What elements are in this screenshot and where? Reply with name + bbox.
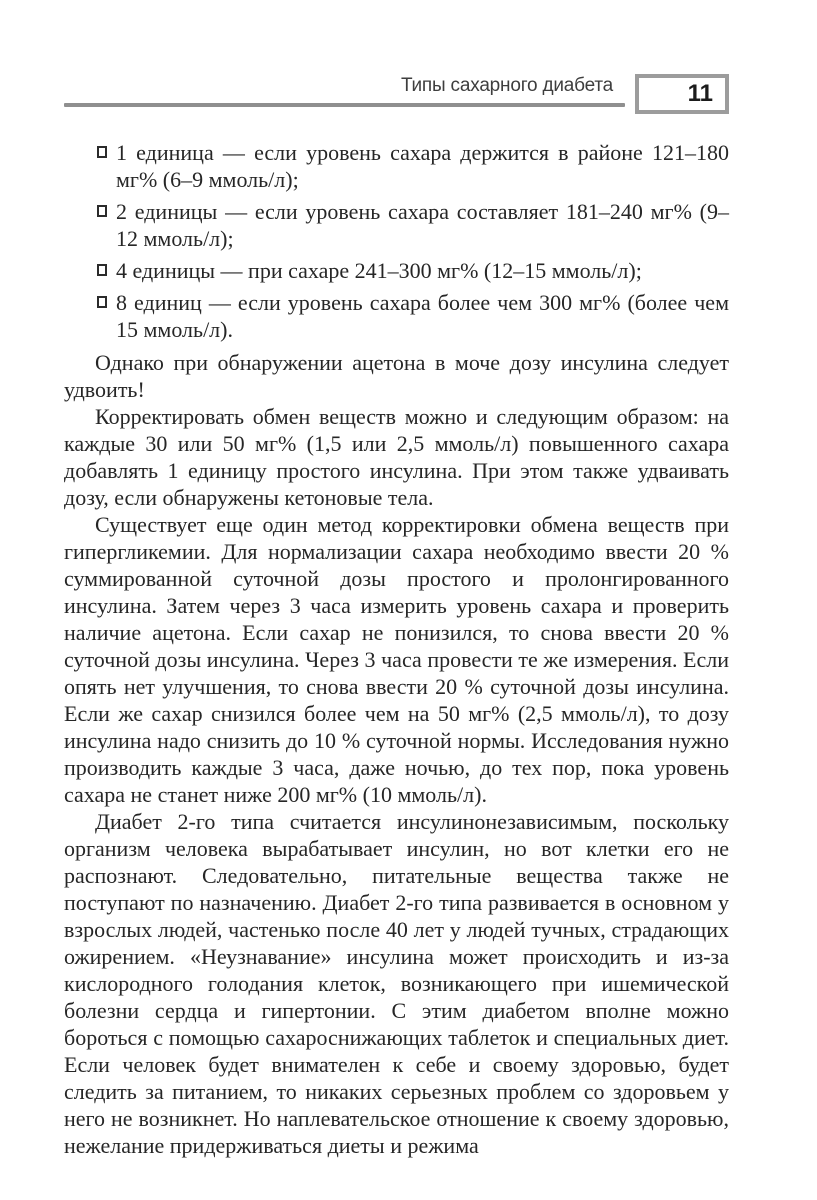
header-title-block bbox=[64, 74, 625, 107]
square-bullet-icon bbox=[97, 264, 107, 276]
dosage-list bbox=[64, 139, 729, 343]
list-item bbox=[64, 139, 729, 193]
list-item bbox=[64, 198, 729, 252]
square-bullet-icon bbox=[97, 205, 107, 217]
page-content bbox=[64, 139, 729, 1159]
square-bullet-icon bbox=[97, 146, 107, 158]
list-item-text: 8 единиц — если уровень сахара более чем 300 мг% (более чем 15 ммоль/л). bbox=[116, 290, 729, 342]
list-item-text: 2 единицы — если уровень сахара составляет 181–240 мг% (9–12 ммоль/л); bbox=[116, 199, 729, 251]
page-number-box bbox=[635, 74, 729, 114]
paragraph: Корректировать обмен веществ можно и следующим образом: на каждые 30 или 50 мг% (1,5 или 2,5 ммоль/л) повышенного сахара добавлять 1 единицу простого инсулина. При этом также удваивать дозу, если обнаружены кетоновые тела. bbox=[64, 404, 729, 510]
paragraph: Существует еще один метод корректировки обмена веществ при гипергликемии. Для нормализации сахара необходимо ввести 20 % суммированной суточной дозы простого и пролонгированного инсулина. Затем через 3 часа измерить уровень сахара и проверить наличие ацетона. Если сахар не понизился, то снова ввести 20 % суточной дозы инсулина. Через 3 часа провести те же измерения. Если опять нет улучшения, то снова ввести 20 % суточной дозы инсулина. Если же сахар снизился более чем на 50 мг% (2,5 ммоль/л), то дозу инсулина надо снизить до 10 % суточной нормы. Исследования нужно производить каждые 3 часа, даже ночью, до тех пор, пока уровень сахара не станет ниже 200 мг% (10 ммоль/л). bbox=[64, 512, 729, 807]
paragraph: Однако при обнаружении ацетона в моче дозу инсулина следует удвоить! bbox=[64, 350, 729, 402]
header-rule bbox=[64, 103, 625, 107]
paragraph: Диабет 2-го типа считается инсулинонезависимым, поскольку организм человека вырабатывает инсулин, но вот клетки его не распознают. Следовательно, питательные вещества также не поступают по назначению. Диабет 2-го типа развивается в основном у взрослых людей, частенько после 40 лет у людей тучных, страдающих ожирением. «Неузнавание» инсулина может происходить и из-за кислородного голодания клеток, возникающего при ишемической болезни сердца и гипертонии. С этим диабетом вполне можно бороться с помощью сахароснижающих таблеток и специальных диет. Если человек будет внимателен к себе и своему здоровью, будет следить за питанием, то никаких серьезных проблем со здоровьем у него не возникнет. Но наплевательское отношение к своему здоровью, нежелание придерживаться диеты и режима bbox=[64, 809, 729, 1158]
list-item bbox=[64, 289, 729, 343]
list-item-text: 4 единицы — при сахаре 241–300 мг% (12–15 ммоль/л); bbox=[116, 258, 642, 283]
page-header bbox=[64, 74, 729, 114]
square-bullet-icon bbox=[97, 296, 107, 308]
list-item-text: 1 единица — если уровень сахара держится в районе 121–180 мг% (6–9 ммоль/л); bbox=[116, 140, 729, 192]
list-item bbox=[64, 257, 729, 284]
running-title: Типы сахарного диабета bbox=[400, 75, 613, 96]
page-number: 11 bbox=[687, 80, 713, 107]
